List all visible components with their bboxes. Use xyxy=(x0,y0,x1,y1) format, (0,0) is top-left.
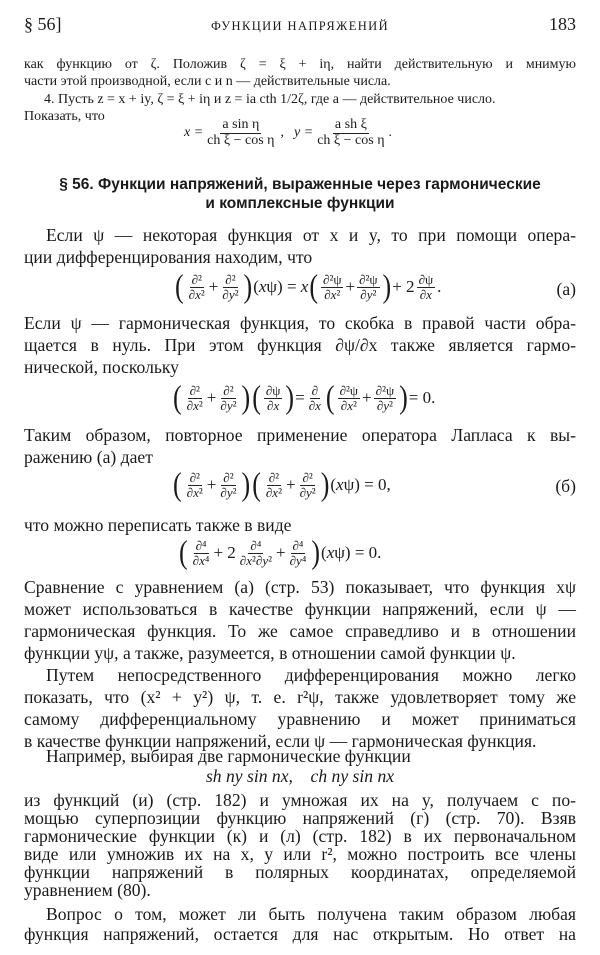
section-title-line-1: § 56. Функции напряжений, выраженные через гармонические xyxy=(59,176,541,193)
eq0-x-fraction: $\frac{\text{a sin η}}{\text{ch ξ − cos η}}$ xyxy=(207,117,275,148)
paragraph-line: Если ψ — некоторая функция от x и y, то при помощи опера- xyxy=(46,225,576,245)
paragraph-line: функции yψ, а также, разумеется, в отношении самой функции ψ. xyxy=(24,643,516,663)
paragraph-line: гармоническая функция. То же самое справедливо и в отношении xyxy=(24,621,576,641)
paragraph-line: Вопрос о том, может ли быть получена таким образом любая xyxy=(46,904,576,924)
equation-biharmonic: ( $\frac{\text{∂⁴}}{\text{∂x⁴}}$ + 2 $\frac{\text{∂⁴}}{\text{∂x²∂y²}}$ + $\frac{\text{∂⁴}}{\text{∂y⁴}}$ ) (xψ) = 0. xyxy=(179,534,382,571)
header-section: § 56] xyxy=(24,14,62,34)
section-title-line-2: и комплексные функции xyxy=(205,195,395,212)
equation-harmonic-functions: sh ny sin nx, ch ny sin nx xyxy=(205,766,395,786)
equation-laplacian-derivative: ( $\frac{\text{∂²}}{\text{∂x²}}$ + $\frac{\text{∂²}}{\text{∂y²}}$ ) ( $\frac{\partial\psi}{\partial x}$ ) = $\frac{\partial}{\partial x}$ ( $\frac{\text{∂²ψ}}{\text{∂x²}}$ + $\frac{\text{∂²ψ}}{\text{∂y²}}$ ) = 0. xyxy=(173,379,436,416)
paragraph-line: нической, поскольку xyxy=(24,357,179,377)
paragraph-line: Сравнение с уравнением (а) (стр. 53) показывает, что функция xψ xyxy=(24,577,576,597)
paragraph-line: виде или умножив их на x, y или r², можно построить все члены xyxy=(24,844,576,864)
paragraph-line: Например, выбирая две гармонические функции xyxy=(46,746,411,766)
paragraph-line: функция напряжений, остается для нас открытым. Но ответ на xyxy=(24,924,576,944)
paragraph-line: из функций (и) (стр. 182) и умножая их на y, получаем с по- xyxy=(24,790,576,810)
equation-a: ( $\frac{\text{∂²}}{\text{∂x²}}$ + $\frac{\text{∂²}}{\text{∂y²}}$ ) (xψ) = x ( $\frac{\text{∂²ψ}}{\text{∂x²}}$ + $\frac{\text{∂²ψ}}{\text{∂y²}}$ ) + 2 $\frac{\partial\psi}{\partial x}$ . xyxy=(175,268,442,305)
paragraph-line: ражению (а) дает xyxy=(24,447,153,467)
eq0-y: y = xyxy=(294,125,314,141)
paragraph-line: Таким образом, повторное применение оператора Лапласа к вы- xyxy=(24,425,576,445)
problem-text-3: 4. Пусть z = x + iy, ζ = ξ + iη и z = ia cth 1/2ζ, где a — действительное число. xyxy=(44,92,496,107)
page-number: 183 xyxy=(549,14,576,34)
paragraph-line: гармонические функции (к) и (л) (стр. 182) в их первоначальном xyxy=(24,826,576,846)
paragraph-line: ции дифференцирования находим, что xyxy=(24,247,313,267)
problem-text-4: Показать, что xyxy=(24,109,105,124)
paragraph-line: Путем непосредственного дифференцирования можно легко xyxy=(46,665,576,685)
paragraph-line: в качестве функции напряжений, если ψ — гармоническая функция. xyxy=(24,731,537,751)
equation-b-label: (б) xyxy=(555,476,576,496)
eq0-y-fraction: $\frac{\text{a sh ξ}}{\text{ch ξ − cos η}}$ xyxy=(317,117,385,148)
paragraph-line: показать, что (x² + y²) ψ, т. е. r²ψ, также удовлетворяет тому же xyxy=(24,687,576,707)
equation-parametric: x = $\frac{\text{a sin η}}{\text{ch ξ − cos η}}$ , y = $\frac{\text{a sh ξ}}{\text{ch ξ − cos η}}$ . xyxy=(184,117,393,148)
paragraph-line: Если ψ — гармоническая функция, то скобка в правой части обра- xyxy=(24,313,576,333)
paragraph-line: может использоваться в качестве функции напряжений, если ψ — xyxy=(24,599,576,619)
paragraph-line: самому дифференциальному уравнению и может приниматься xyxy=(24,709,576,729)
paragraph-line: что можно переписать также в виде xyxy=(24,515,292,535)
paragraph-line: мощью суперпозиции функцию напряжений (г) (стр. 70). Взяв xyxy=(24,808,576,828)
paragraph-line: функции напряжений в полярных координатах, определяемой xyxy=(24,862,576,882)
paragraph-line: уравнением (80). xyxy=(24,880,151,900)
header-title: ФУНКЦИИ НАПРЯЖЕНИЙ xyxy=(210,19,390,33)
equation-a-label: (а) xyxy=(556,279,576,299)
problem-text-2: части этой производной, если c и n — действительные числа. xyxy=(24,74,391,89)
equation-b: ( $\frac{\text{∂²}}{\text{∂x²}}$ + $\frac{\text{∂²}}{\text{∂y²}}$ ) ( $\frac{\text{∂²}}{\text{∂x²}}$ + $\frac{\text{∂²}}{\text{∂y²}}$ ) (xψ) = 0, xyxy=(173,466,391,503)
paragraph-line: щается в нуль. При этом функция ∂ψ/∂x также является гармо- xyxy=(24,335,576,355)
problem-text-1: как функцию от ζ. Положив ζ = ξ + iη, найти действительную и мнимую xyxy=(24,57,576,72)
eq0-x: x = xyxy=(184,125,204,141)
